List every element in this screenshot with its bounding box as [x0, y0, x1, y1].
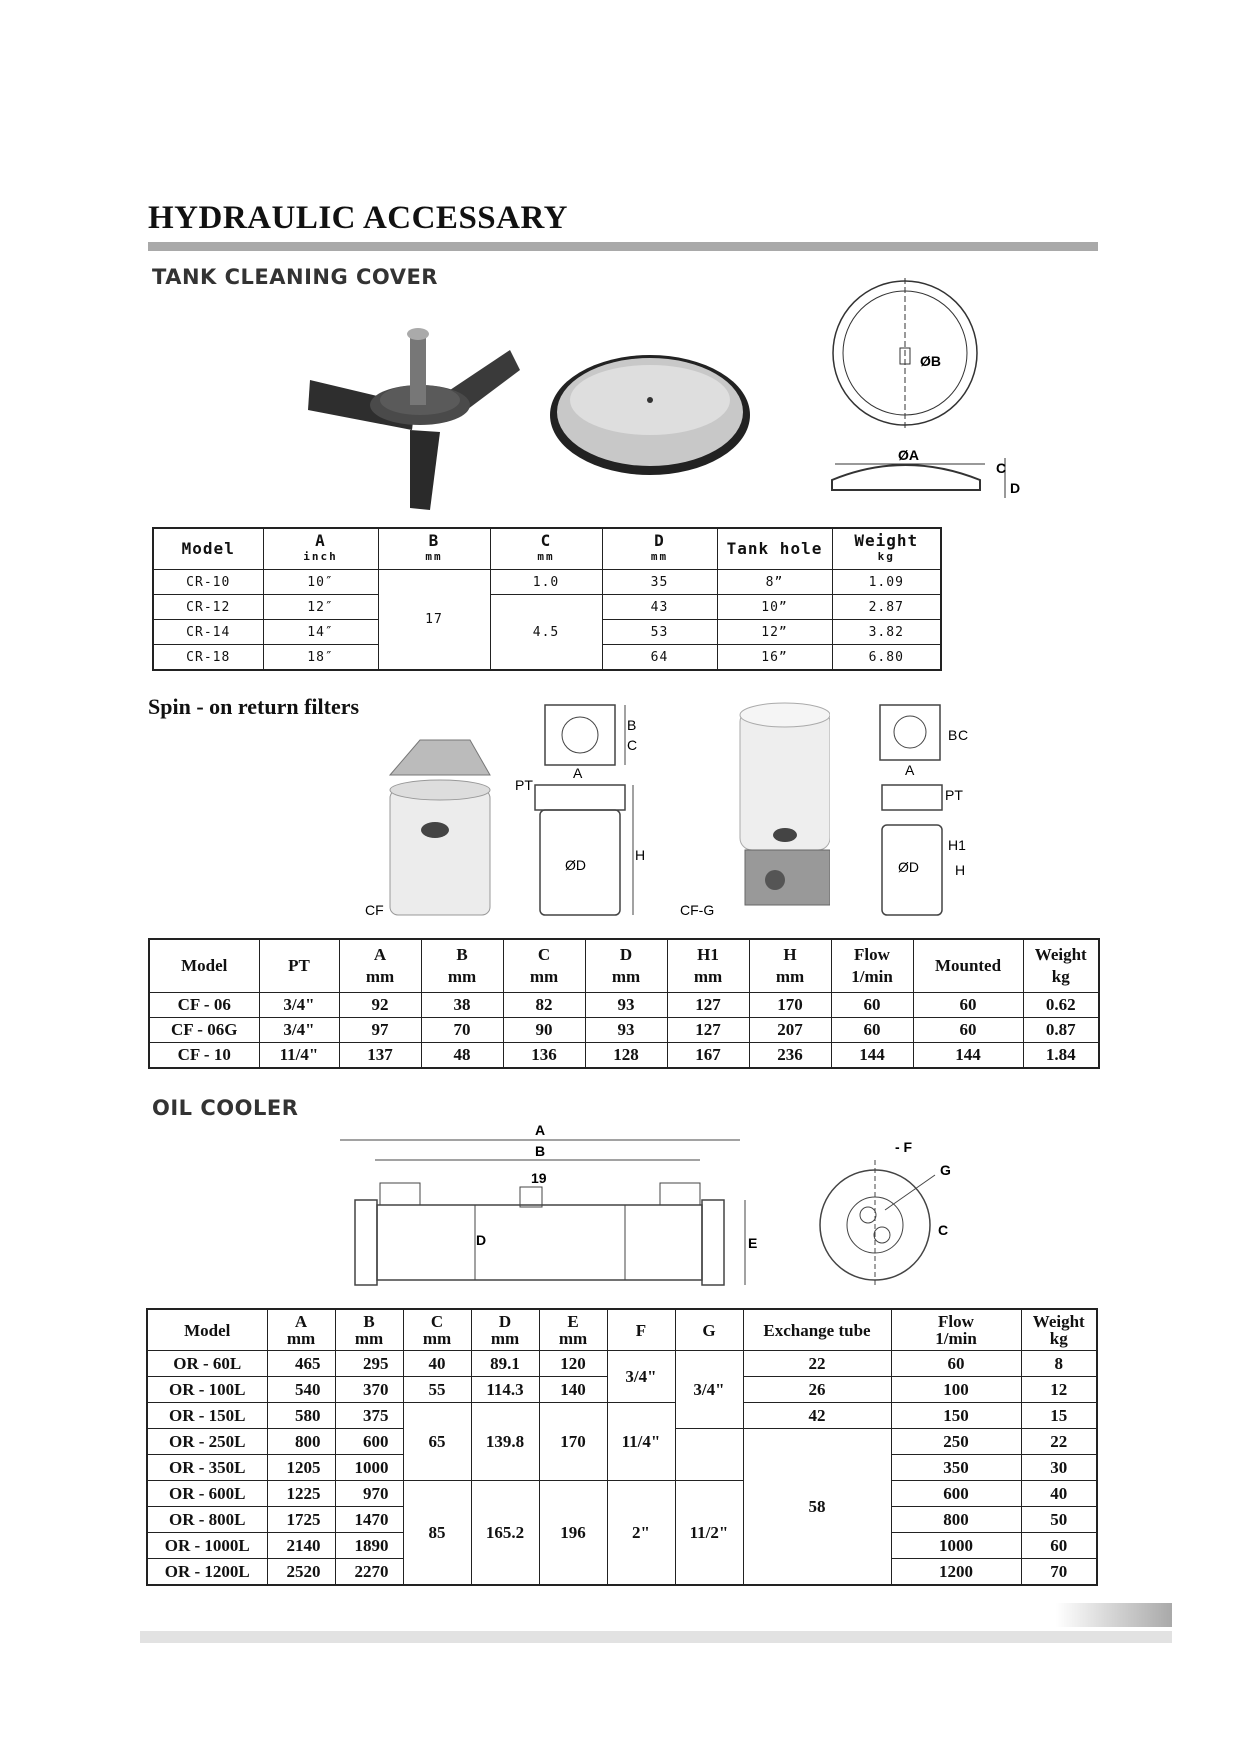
cell-a: 1205 — [267, 1455, 335, 1481]
dim-phi-d-label: ØD — [898, 859, 919, 875]
cell-model: CF - 06 — [149, 993, 259, 1018]
cell-b: 370 — [335, 1377, 403, 1403]
cell-flow: 1200 — [891, 1559, 1021, 1586]
header-flow: Flow 1/min — [891, 1309, 1021, 1351]
cell-model: CR-18 — [153, 645, 263, 671]
dim-phi-d-label: ØD — [565, 857, 586, 873]
cell-weight: 60 — [1021, 1533, 1097, 1559]
cell-h1: 127 — [667, 1018, 749, 1043]
spin-on-filters-table — [148, 938, 1100, 1069]
header-f: F — [607, 1309, 675, 1351]
section-title-oil-cooler: OIL COOLER — [152, 1096, 299, 1120]
table-row — [153, 570, 941, 595]
header-model: Model — [153, 528, 263, 570]
cell-d: 89.1 — [471, 1351, 539, 1377]
cell-weight: 22 — [1021, 1429, 1097, 1455]
header-d: D mm — [602, 528, 717, 570]
header-weight: Weight kg — [1023, 939, 1099, 993]
cell-model: OR - 350L — [147, 1455, 267, 1481]
cell-pt: 11/4" — [259, 1043, 339, 1069]
cell-mounted: 60 — [913, 993, 1023, 1018]
cell-d: 128 — [585, 1043, 667, 1069]
tank-cleaner-tripod-photo — [300, 320, 520, 510]
cell-d: 114.3 — [471, 1377, 539, 1403]
cell-b: 1000 — [335, 1455, 403, 1481]
cell-exchange-tube: 22 — [743, 1351, 891, 1377]
cell-b: 375 — [335, 1403, 403, 1429]
title-divider — [148, 242, 1098, 251]
dim-phi-b-label: ØB — [920, 353, 941, 369]
cell-exchange-tube-merged: 58 — [743, 1429, 891, 1586]
cell-flow: 600 — [891, 1481, 1021, 1507]
cell-a: 92 — [339, 993, 421, 1018]
cell-f-merged: 3/4" — [607, 1351, 675, 1403]
cell-g-merged: 3/4" — [675, 1351, 743, 1429]
tank-cover-dimension-drawing — [820, 268, 1030, 518]
dim-h-label: H — [635, 847, 646, 863]
cell-b-merged: 17 — [378, 570, 490, 671]
cell-a: 14″ — [263, 620, 378, 645]
cell-d: 93 — [585, 1018, 667, 1043]
table-row — [147, 1481, 1097, 1507]
cell-a: 137 — [339, 1043, 421, 1069]
dim-pt-label: PT — [945, 787, 963, 803]
tank-cleaning-cover-table — [152, 527, 942, 671]
cell-tank-hole: 16” — [717, 645, 832, 671]
dim-b-label: B — [627, 717, 637, 733]
cell-a: 540 — [267, 1377, 335, 1403]
cf-label: CF — [365, 902, 384, 918]
footer-bar — [140, 1631, 1172, 1643]
cell-weight: 15 — [1021, 1403, 1097, 1429]
section-title-tank-cleaning-cover: TANK CLEANING COVER — [152, 265, 438, 289]
header-mounted: Mounted — [913, 939, 1023, 993]
table-row — [149, 993, 1099, 1018]
dim-f-label: - F — [895, 1140, 913, 1155]
cell-weight: 8 — [1021, 1351, 1097, 1377]
cell-model: CR-10 — [153, 570, 263, 595]
cell-flow: 100 — [891, 1377, 1021, 1403]
cell-model: OR - 150L — [147, 1403, 267, 1429]
cell-tank-hole: 10” — [717, 595, 832, 620]
cell-pt: 3/4" — [259, 993, 339, 1018]
header-c: C mm — [490, 528, 602, 570]
header-weight: Weight kg — [1021, 1309, 1097, 1351]
cf-filter-photo — [360, 720, 505, 920]
cell-b: 70 — [421, 1018, 503, 1043]
header-model: Model — [149, 939, 259, 993]
cell-a: 580 — [267, 1403, 335, 1429]
cell-c-merged: 85 — [403, 1481, 471, 1586]
table-header-row — [149, 939, 1099, 993]
header-pt: PT — [259, 939, 339, 993]
cfg-filter-photo — [680, 700, 830, 925]
header-e: E mm — [539, 1309, 607, 1351]
header-flow: Flow 1/min — [831, 939, 913, 993]
cell-tank-hole: 12” — [717, 620, 832, 645]
cell-flow: 250 — [891, 1429, 1021, 1455]
cell-weight: 12 — [1021, 1377, 1097, 1403]
cell-b: 295 — [335, 1351, 403, 1377]
cell-h1: 167 — [667, 1043, 749, 1069]
header-h: H mm — [749, 939, 831, 993]
dim-e-label: E — [748, 1235, 758, 1251]
cell-weight: 0.87 — [1023, 1018, 1099, 1043]
dim-c-label: C — [958, 727, 969, 743]
cfg-dimension-drawing — [860, 700, 970, 925]
cell-a: 465 — [267, 1351, 335, 1377]
cell-weight: 1.09 — [832, 570, 941, 595]
dim-pt-label: PT — [515, 777, 533, 793]
cell-d-merged: 139.8 — [471, 1403, 539, 1481]
header-h1: H1 mm — [667, 939, 749, 993]
dim-c-label: C — [996, 460, 1007, 476]
cell-c: 90 — [503, 1018, 585, 1043]
header-c: C mm — [503, 939, 585, 993]
table-row — [153, 595, 941, 620]
header-tank-hole: Tank hole — [717, 528, 832, 570]
cell-weight: 70 — [1021, 1559, 1097, 1586]
footer-gradient-bar — [1056, 1603, 1172, 1627]
oil-cooler-end-drawing — [810, 1140, 990, 1285]
cell-flow: 150 — [891, 1403, 1021, 1429]
dim-d-label: D — [476, 1232, 487, 1248]
cell-flow: 60 — [831, 1018, 913, 1043]
cell-tank-hole: 8” — [717, 570, 832, 595]
cell-e-merged: 170 — [539, 1403, 607, 1481]
header-d: D mm — [471, 1309, 539, 1351]
dim-b-label: B — [535, 1143, 546, 1159]
cell-model: OR - 250L — [147, 1429, 267, 1455]
cell-weight: 6.80 — [832, 645, 941, 671]
dim-19-label: 19 — [531, 1170, 547, 1186]
cell-a: 1725 — [267, 1507, 335, 1533]
cell-exchange-tube: 42 — [743, 1403, 891, 1429]
cell-mounted: 60 — [913, 1018, 1023, 1043]
cell-a: 12″ — [263, 595, 378, 620]
cell-a: 1225 — [267, 1481, 335, 1507]
header-a: A mm — [267, 1309, 335, 1351]
tank-cover-lid-photo — [545, 350, 755, 485]
cell-mounted: 144 — [913, 1043, 1023, 1069]
header-model: Model — [147, 1309, 267, 1351]
cell-b: 1470 — [335, 1507, 403, 1533]
oil-cooler-side-drawing — [335, 1115, 775, 1295]
dim-b-label: B — [948, 727, 958, 743]
cell-model: OR - 1200L — [147, 1559, 267, 1586]
cell-c-merged: 4.5 — [490, 595, 602, 671]
cell-weight: 30 — [1021, 1455, 1097, 1481]
dim-a-label: A — [905, 762, 915, 778]
cell-b: 1890 — [335, 1533, 403, 1559]
cell-a: 10″ — [263, 570, 378, 595]
cell-d: 64 — [602, 645, 717, 671]
cell-model: CF - 06G — [149, 1018, 259, 1043]
cf-dimension-drawing — [515, 700, 650, 925]
cell-flow: 144 — [831, 1043, 913, 1069]
cell-model: OR - 1000L — [147, 1533, 267, 1559]
dim-c-label: C — [938, 1222, 949, 1238]
header-a: A inch — [263, 528, 378, 570]
oil-cooler-table — [146, 1308, 1098, 1586]
cell-a: 2140 — [267, 1533, 335, 1559]
cell-c-merged: 65 — [403, 1403, 471, 1481]
dim-a-label: A — [573, 765, 583, 781]
cell-b: 2270 — [335, 1559, 403, 1586]
cell-flow: 60 — [891, 1351, 1021, 1377]
cell-a: 18″ — [263, 645, 378, 671]
cell-c: 40 — [403, 1351, 471, 1377]
dim-g-label: G — [940, 1162, 951, 1178]
table-row — [147, 1351, 1097, 1377]
cfg-label: CF-G — [680, 902, 715, 918]
dim-h1-label: H1 — [948, 837, 966, 853]
cell-model: CR-14 — [153, 620, 263, 645]
table-header-row — [153, 528, 941, 570]
cell-weight: 0.62 — [1023, 993, 1099, 1018]
cell-d: 53 — [602, 620, 717, 645]
dim-a-label: A — [535, 1122, 546, 1138]
cell-a: 800 — [267, 1429, 335, 1455]
cell-d: 35 — [602, 570, 717, 595]
cell-model: OR - 600L — [147, 1481, 267, 1507]
cell-e: 140 — [539, 1377, 607, 1403]
cell-weight: 50 — [1021, 1507, 1097, 1533]
cell-a: 2520 — [267, 1559, 335, 1586]
table-row — [147, 1403, 1097, 1429]
table-row — [149, 1043, 1099, 1069]
cell-a: 97 — [339, 1018, 421, 1043]
cell-g-blank — [675, 1429, 743, 1481]
cell-weight: 1.84 — [1023, 1043, 1099, 1069]
cell-e-merged: 196 — [539, 1481, 607, 1586]
cell-weight: 2.87 — [832, 595, 941, 620]
header-b: B mm — [421, 939, 503, 993]
cell-flow: 800 — [891, 1507, 1021, 1533]
cell-e: 120 — [539, 1351, 607, 1377]
cell-h: 207 — [749, 1018, 831, 1043]
cell-h1: 127 — [667, 993, 749, 1018]
cell-flow: 350 — [891, 1455, 1021, 1481]
dim-c-label: C — [627, 737, 638, 753]
table-row — [149, 1018, 1099, 1043]
cell-model: CR-12 — [153, 595, 263, 620]
cell-pt: 3/4" — [259, 1018, 339, 1043]
cell-model: OR - 60L — [147, 1351, 267, 1377]
cell-model: CF - 10 — [149, 1043, 259, 1069]
cell-c: 82 — [503, 993, 585, 1018]
header-exchange-tube: Exchange tube — [743, 1309, 891, 1351]
header-b: B mm — [335, 1309, 403, 1351]
cell-model: OR - 800L — [147, 1507, 267, 1533]
cell-b: 48 — [421, 1043, 503, 1069]
dim-phi-a-label: ØA — [898, 447, 919, 463]
table-header-row — [147, 1309, 1097, 1351]
header-weight: Weight kg — [832, 528, 941, 570]
page-title: HYDRAULIC ACCESSARY — [148, 200, 568, 236]
header-g: G — [675, 1309, 743, 1351]
cell-c: 1.0 — [490, 570, 602, 595]
cell-b: 970 — [335, 1481, 403, 1507]
header-b: B mm — [378, 528, 490, 570]
cell-flow: 1000 — [891, 1533, 1021, 1559]
cell-c: 55 — [403, 1377, 471, 1403]
cell-c: 136 — [503, 1043, 585, 1069]
cell-d: 93 — [585, 993, 667, 1018]
cell-f-merged: 11/4" — [607, 1403, 675, 1481]
cell-h: 170 — [749, 993, 831, 1018]
cell-weight: 3.82 — [832, 620, 941, 645]
cell-weight: 40 — [1021, 1481, 1097, 1507]
cell-d: 43 — [602, 595, 717, 620]
cell-f-merged: 2" — [607, 1481, 675, 1586]
header-d: D mm — [585, 939, 667, 993]
cell-b: 600 — [335, 1429, 403, 1455]
cell-model: OR - 100L — [147, 1377, 267, 1403]
dim-d-label: D — [1010, 480, 1021, 496]
cell-b: 38 — [421, 993, 503, 1018]
header-a: A mm — [339, 939, 421, 993]
dim-h-label: H — [955, 862, 966, 878]
cell-h: 236 — [749, 1043, 831, 1069]
cell-g-merged: 11/2" — [675, 1481, 743, 1586]
cell-d-merged: 165.2 — [471, 1481, 539, 1586]
header-c: C mm — [403, 1309, 471, 1351]
cell-flow: 60 — [831, 993, 913, 1018]
section-title-spin-on-filters: Spin - on return filters — [148, 694, 360, 719]
cell-exchange-tube: 26 — [743, 1377, 891, 1403]
